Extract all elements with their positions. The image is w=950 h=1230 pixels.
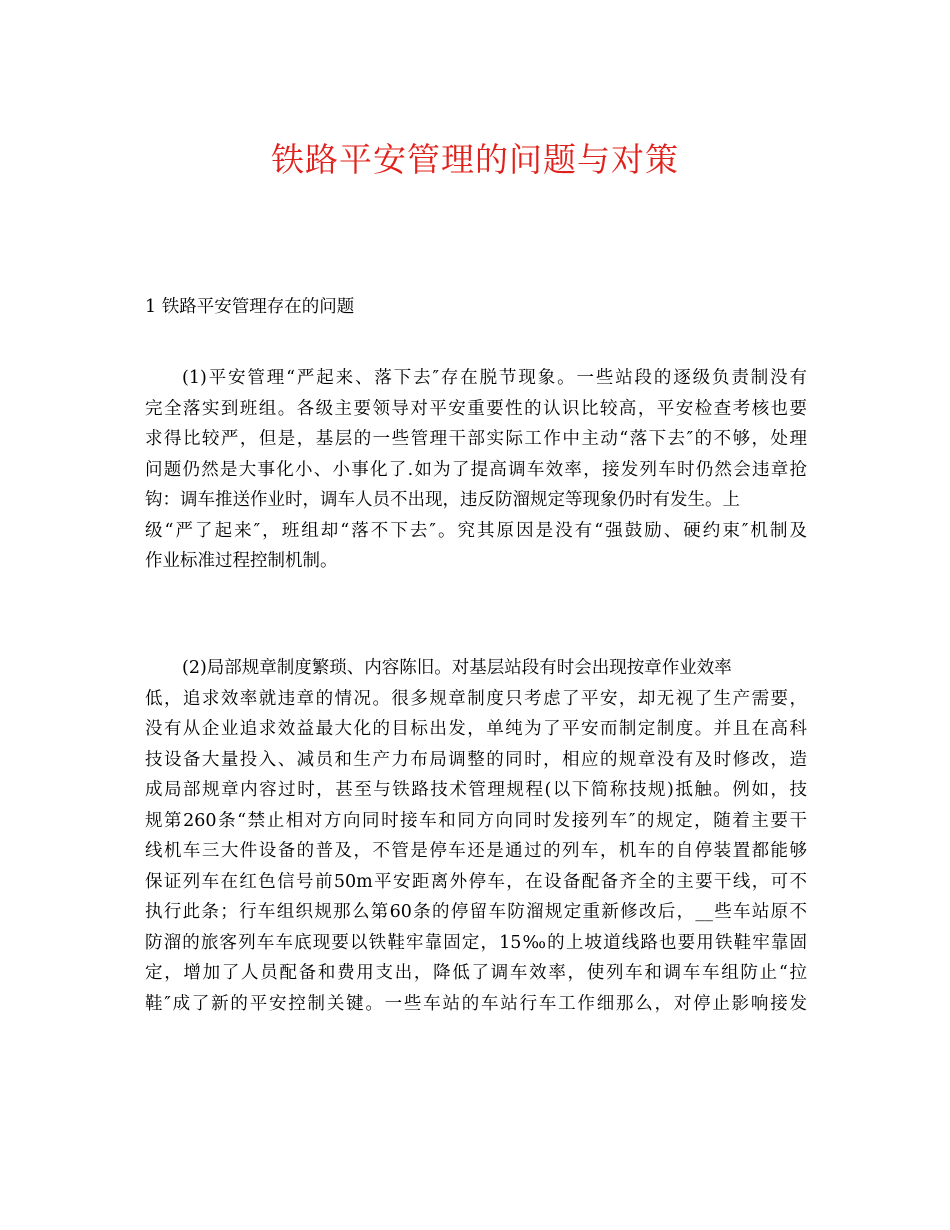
- paragraph-line: 钩：调车推送作业时，调车人员不出现，违反防溜规定等现象仍时有发生。上: [145, 490, 740, 510]
- paragraph-line: 作业标准过程控制机制。: [145, 551, 338, 571]
- paragraph-1: [145, 363, 807, 577]
- paragraph-line: 技设备大量投入、减员和生产力布局调整的同时，相应的规章没有及时修改，造: [145, 749, 807, 770]
- paragraph-line: 鞋″成了新的平安控制关键。一些车站的车站行车工作细那么，对停止影响接发: [145, 993, 807, 1014]
- paragraph-line: 求得比较严，但是，基层的一些管理干部实际工作中主动“落下去″的不够，处理: [145, 429, 807, 449]
- paragraph-line: 没有从企业追求效益最大化的目标出发，单纯为了平安而制定制度。并且在高科: [145, 719, 807, 739]
- paragraph-line: 完全落实到班组。各级主要领导对平安重要性的认识比较高，平安检查考核也要: [145, 398, 807, 419]
- paragraph-line: (2)局部规章制度繁琐、内容陈旧。对基层站段有时会出现按章作业效率: [182, 658, 732, 678]
- paragraph-line: 防溜的旅客列车车底现要以铁鞋牢靠固定，15‰的上坡道线路也要用铁鞋牢靠固: [145, 932, 807, 953]
- paragraph-line: 级“严了起来″，班组却“落不下去″。究其原因是没有“强鼓励、硬约束″机制及: [145, 520, 807, 541]
- paragraph-2: [145, 653, 807, 1019]
- paragraph-line: 保证列车在红色信号前50m平安距离外停车，在设备配备齐全的主要干线，可不: [145, 871, 807, 892]
- paragraph-line: 问题仍然是大事化小、小事化了.如为了提高调车效率，接发列车时仍然会违章抢: [145, 459, 807, 480]
- paragraph-line: 执行此条；行车组织规那么第60条的停留车防溜规定重新修改后，__些车站原不: [145, 902, 807, 922]
- paragraph-line: 规第260条“禁止相对方向同时接车和同方向同时发接列车″的规定，随着主要干: [145, 810, 807, 831]
- paragraph-line: 低，追求效率就违章的情况。很多规章制度只考虑了平安，却无视了生产需要，: [145, 688, 807, 709]
- document-title: 铁路平安管理的问题与对策: [271, 140, 679, 179]
- paragraph-line: (1)平安管理“严起来、落下去″存在脱节现象。一些站段的逐级负责制没有: [182, 368, 807, 388]
- section-heading: 1 铁路平安管理存在的问题: [145, 297, 355, 317]
- paragraph-line: 定，增加了人员配备和费用支出，降低了调车效率，使列车和调车车组防止“拉: [145, 963, 807, 983]
- paragraph-line: 成局部规章内容过时，甚至与铁路技术管理规程(以下简称技规)抵触。例如，技: [145, 780, 807, 800]
- paragraph-line: 线机车三大件设备的普及，不管是停车还是通过的列车，机车的自停装置都能够: [145, 841, 807, 861]
